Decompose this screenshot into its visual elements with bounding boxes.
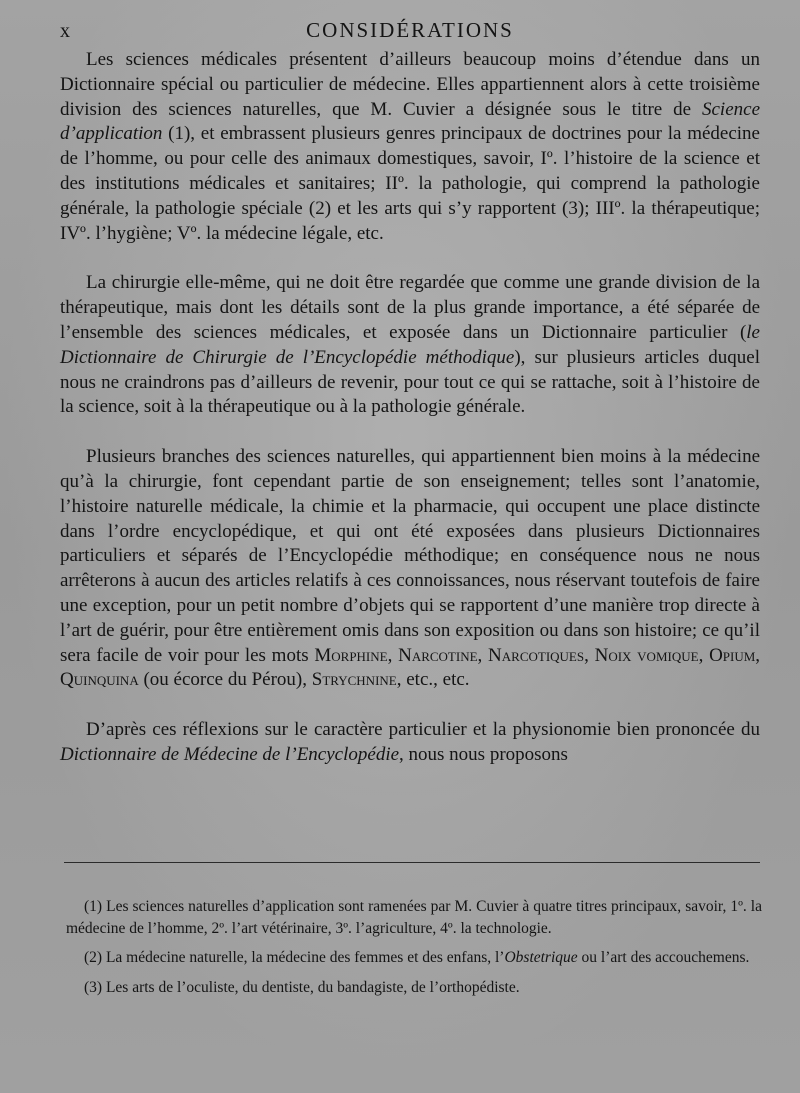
term-narcotiques: Narcotiques xyxy=(488,644,585,666)
separator: (ou écorce du Pérou), xyxy=(138,669,312,691)
paragraph-2-text-b: ), sur plusieurs articles duquel nous ne craindrons pas d’ailleurs de revenir, pour tout ce qui se rattache, soit à l’histoire de la science, soit à la thérapeutique ou à la pathologie générale. xyxy=(60,346,760,418)
paragraph-1-italic: Science d’application xyxy=(60,98,760,145)
running-title: CONSIDÉRATIONS xyxy=(306,18,514,42)
page-number: x xyxy=(60,20,71,42)
term-strychnine: Strychnine xyxy=(311,669,397,691)
separator: , xyxy=(755,644,761,666)
paragraph-1-text-a: Les sciences médicales présentent d’ailleurs beaucoup moins d’étendue dans un Dictionnaire spécial ou particulier de médecine. Elles appartiennent alors à cette troisième division des sciences naturelles, que M. Cuvier a désignée sous le titre de xyxy=(60,49,760,120)
paragraph-4-text-a: D’après ces réflexions sur le caractère particulier et la physionomie bien prononcée du xyxy=(86,719,760,741)
paragraph-4-italic: Dictionnaire de Médecine de l’Encyclopédie xyxy=(60,743,400,765)
paragraph-3 xyxy=(60,445,760,693)
paragraph-4 xyxy=(60,718,760,768)
paragraph-4-text-b: , nous nous proposons xyxy=(399,743,568,765)
footnote-2-italic: Obstetrique xyxy=(504,949,578,966)
paragraph-2-text-a: La chirurgie elle-même, qui ne doit être regardée que comme une grande division de la thérapeutique, mais dont les détails sont de la plus grande importance, a été séparée de l’ensemble des sciences médicales, et exposée dans un Dictionnaire particulier ( xyxy=(60,272,760,343)
footnote-2 xyxy=(66,947,762,969)
main-text xyxy=(60,48,760,768)
footnotes xyxy=(66,896,762,1006)
term-noix-vomique: Noix vomique xyxy=(594,644,699,666)
paragraph-2-italic: le Dictionnaire de Chirurgie de l’Encyclopédie méthodique xyxy=(60,321,760,368)
page-header xyxy=(60,18,760,48)
paragraph-1 xyxy=(60,48,760,246)
term-morphine: Morphine xyxy=(314,644,388,666)
footnote-divider xyxy=(64,862,760,863)
paragraph-3-text-a: Plusieurs branches des sciences naturelles, qui appartiennent bien moins à la médecine qu’à la chirurgie, font cependant partie de son enseignement; telles sont l’anatomie, l’histoire naturelle médicale, la chimie et la pharmacie, qui occupent une place distincte dans l’ordre encyclopédique, et qui ont été exposées dans plusieurs Dictionnaires particuliers et séparés de l’Encyclopédie méthodique; en conséquence nous ne nous arrêterons à aucun des articles relatifs à ces connoissances, nous réservant toutefois de faire une exception, pour un petit nombre d’objets qui se rapportent d’une manière trop directe à l’art de guérir, pour être entièrement omis dans son exposition ou dans son histoire; ce qu’il sera facile de voir pour les mots xyxy=(60,446,760,666)
term-opium: Opium xyxy=(709,644,756,666)
separator: , xyxy=(387,644,399,666)
paragraph-1-text-b: (1), et embrassent plusieurs genres principaux de doctrines pour la médecine de l’homme, ou pour celle des animaux domestiques, savoir, Iº. l’histoire de la science et des institutions médicales et sanitaires; IIº. la pathologie, qui comprend la pathologie générale, la pathologie spéciale (2) et les arts qui s’y rapportent (3); IIIº. la thérapeutique; IVº. l’hygiène; Vº. la médecine légale, etc. xyxy=(60,123,760,244)
term-quinquina: Quinquina xyxy=(60,669,139,691)
footnote-1: (1) Les sciences naturelles d’application sont ramenées par M. Cuvier à quatre titres principaux, savoir, 1º. la médecine de l’homme, 2º. l’art vétérinaire, 3º. l’agriculture, 4º. la technologie. xyxy=(66,898,762,937)
separator: , xyxy=(698,644,710,666)
term-narcotine: Narcotine xyxy=(398,644,478,666)
separator: , xyxy=(477,644,489,666)
separator: , xyxy=(584,644,595,666)
paragraph-3-text-end: , etc., etc. xyxy=(396,669,470,691)
paragraph-2 xyxy=(60,271,760,420)
footnote-2-text-b: ou l’art des accouchemens. xyxy=(577,949,750,966)
footnote-3: (3) Les arts de l’oculiste, du dentiste, du bandagiste, de l’orthopédiste. xyxy=(84,978,520,996)
footnote-2-text-a: (2) La médecine naturelle, la médecine des femmes et des enfans, l’ xyxy=(84,949,505,966)
